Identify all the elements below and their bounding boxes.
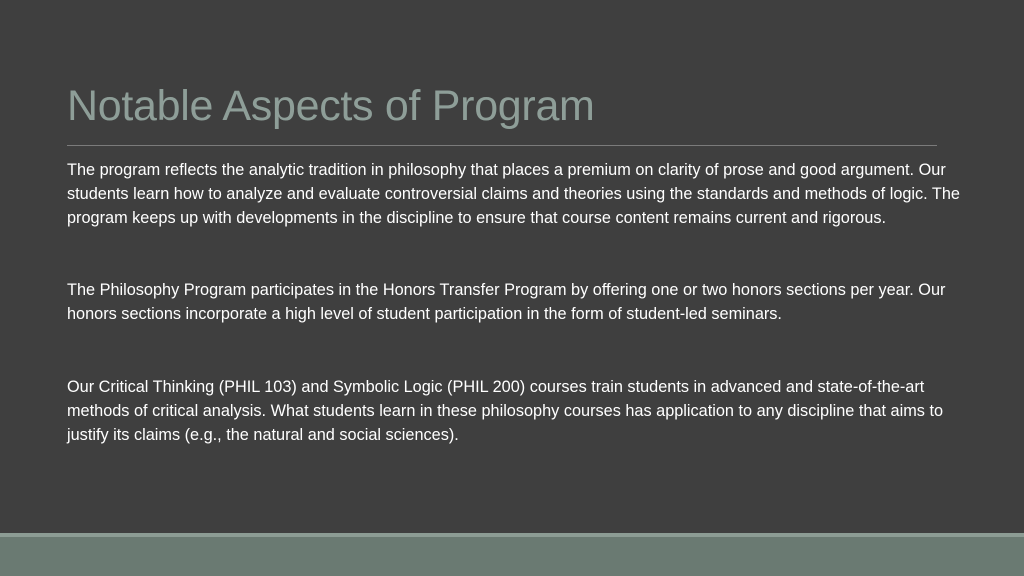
slide-body: [67, 158, 967, 447]
paragraph-honors-program: The Philosophy Program participates in the Honors Transfer Program by offering one or two honors sections per year. Our honors sections incorporate a high level of student participation in the form of student-led seminars.: [67, 281, 946, 323]
slide-title: Notable Aspects of Program: [67, 82, 595, 130]
title-divider: [67, 145, 937, 146]
footer-accent-line: [0, 533, 1024, 537]
paragraph-analytic-tradition: The program reflects the analytic tradition in philosophy that places a premium on clarity of prose and good argument. Our students learn how to analyze and evaluate controversial claims and theories using the standards and methods of logic. The program keeps up with developments in the discipline to ensure that course content remains current and rigorous.: [67, 161, 960, 227]
paragraph-critical-thinking: Our Critical Thinking (PHIL 103) and Symbolic Logic (PHIL 200) courses train students in advanced and state-of-the-art methods of critical analysis. What students learn in these philosophy courses has application to any discipline that aims to justify its claims (e.g., the natural and social sciences).: [67, 378, 944, 444]
footer-band: [0, 533, 1024, 576]
